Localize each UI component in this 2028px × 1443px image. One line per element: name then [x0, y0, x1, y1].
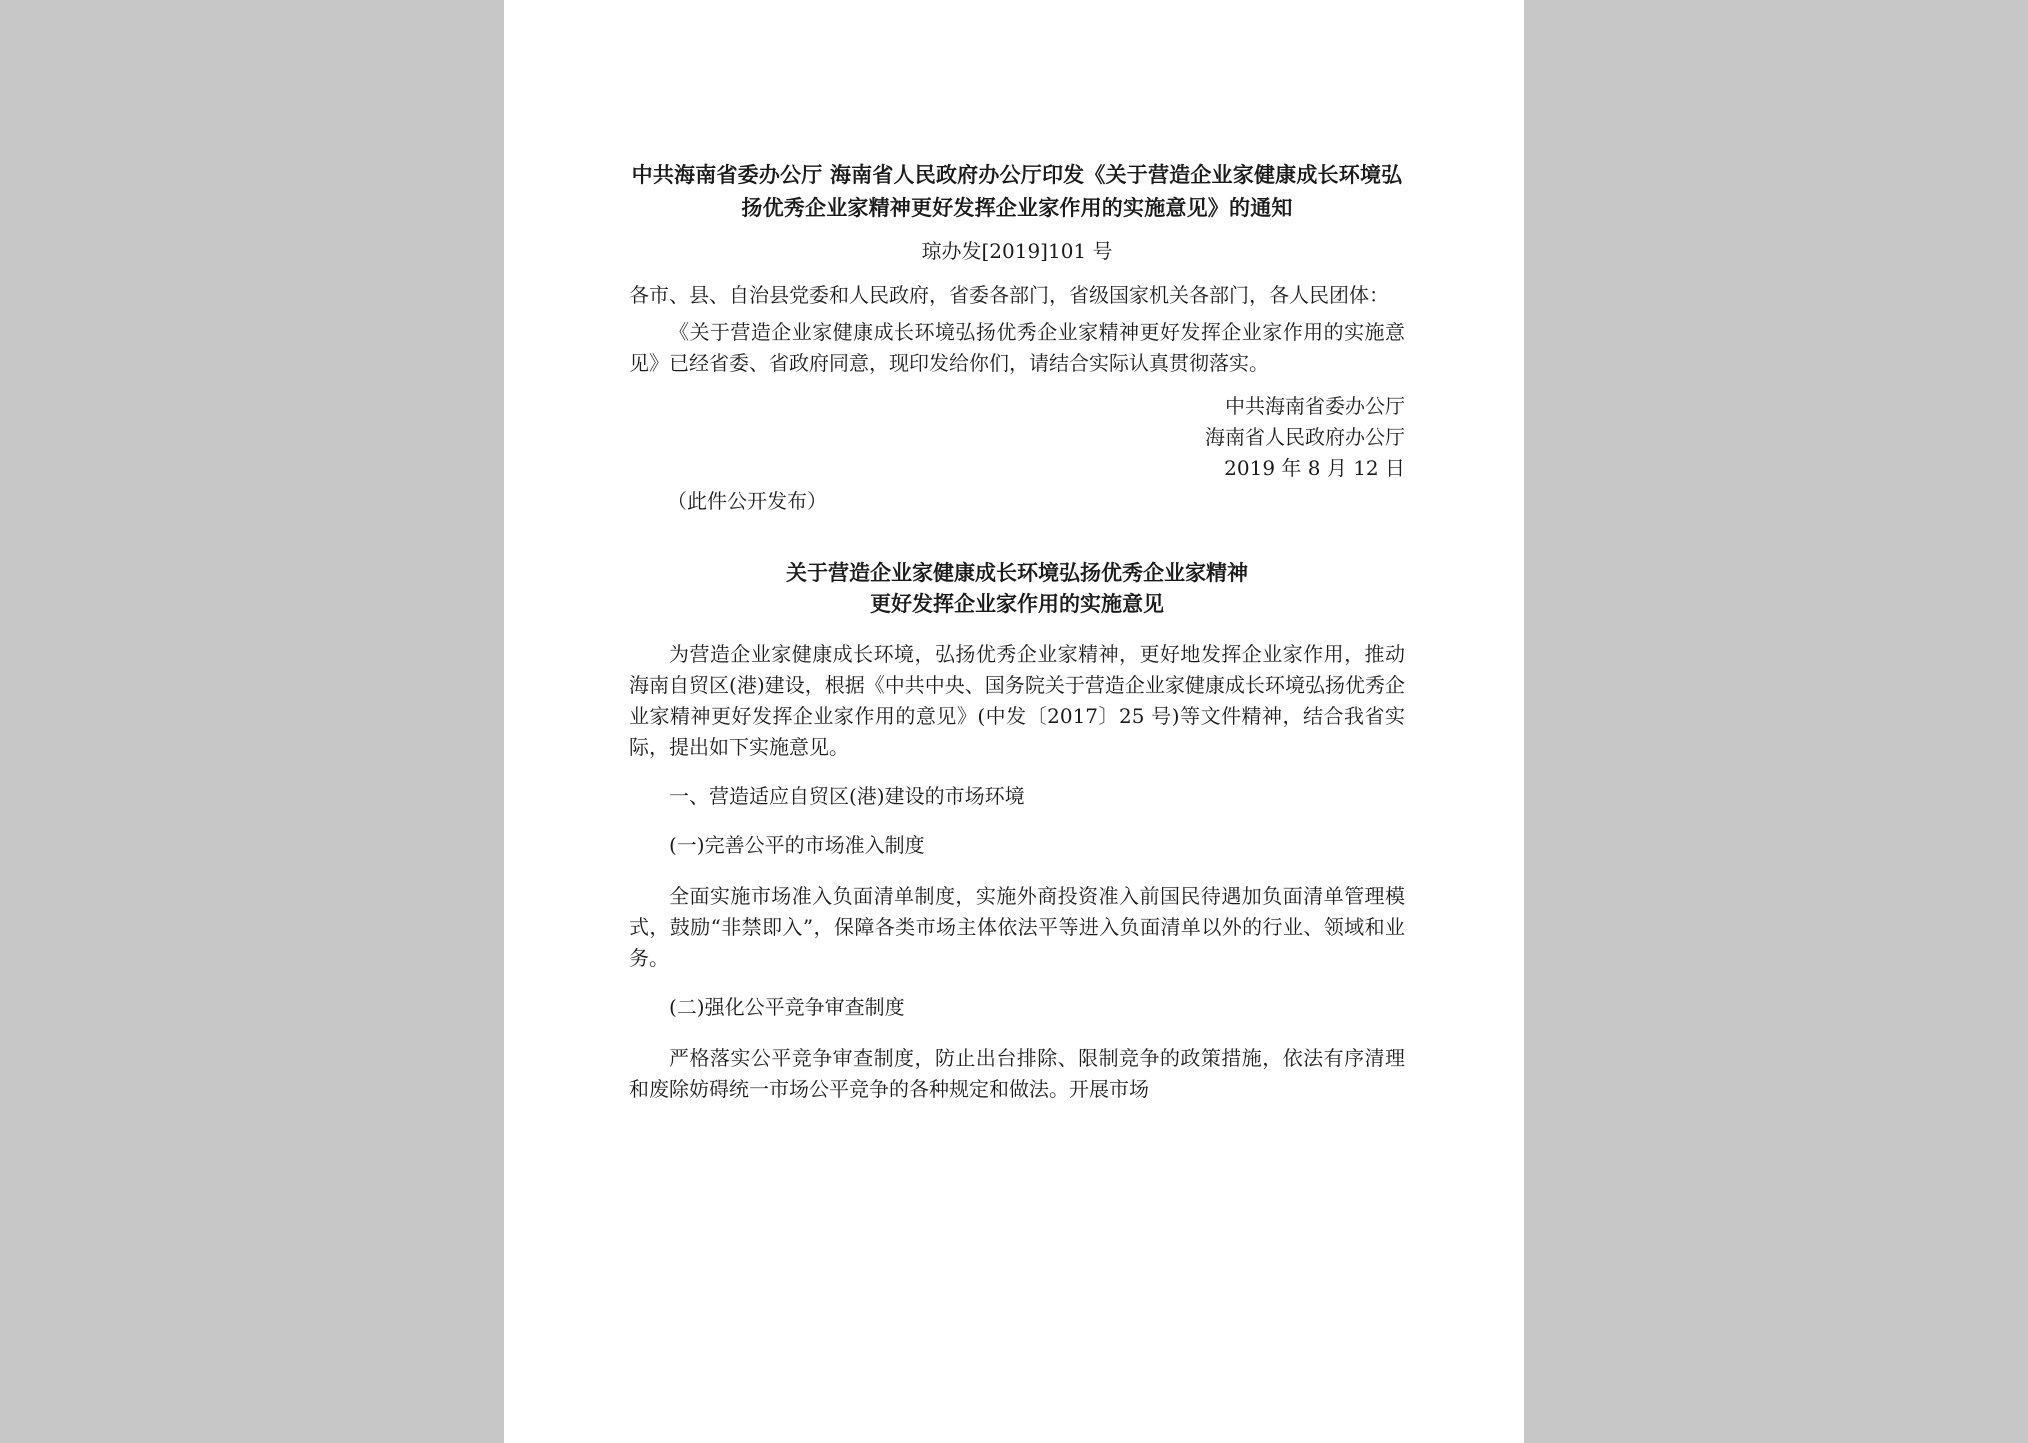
subsection-heading-2: (二)强化公平竞争审查制度 [669, 995, 905, 1019]
notice-title: 中共海南省委办公厅 海南省人民政府办公厅印发《关于营造企业家健康成长环境弘扬优秀企业家精神更好发挥企业家作用的实施意见》的通知 [631, 162, 1403, 220]
signature-block [629, 391, 1405, 484]
section-heading-1: 一、营造适应自贸区(港)建设的市场环境 [669, 784, 1025, 808]
issuer-party-office: 中共海南省委办公厅 [1225, 394, 1405, 418]
intro-paragraph: 为营造企业家健康成长环境，弘扬优秀企业家精神，更好地发挥企业家作用，推动海南自贸区(港)建设，根据《中共中央、国务院关于营造企业家健康成长环境弘扬优秀企业家精神更好发挥企业家作用的意见》(中发〔2017〕25 号)等文件精神，结合我省实际，提出如下实施意见。 [629, 642, 1405, 759]
document-content [629, 158, 1405, 1105]
document-number: 琼办发[2019]101 号 [921, 239, 1113, 263]
addressee-line: 各市、县、自治县党委和人民政府，省委各部门，省级国家机关各部门，各人民团体： [629, 283, 1389, 307]
document-page [504, 0, 1524, 1443]
subsection-2-paragraph: 严格落实公平竞争审查制度，防止出台排除、限制竞争的政策措施，依法有序清理和废除妨碍统一市场公平竞争的各种规定和做法。开展市场 [629, 1046, 1405, 1101]
notice-paragraph: 《关于营造企业家健康成长环境弘扬优秀企业家精神更好发挥企业家作用的实施意见》已经省委、省政府同意，现印发给你们，请结合实际认真贯彻落实。 [629, 320, 1405, 375]
opinion-title [629, 557, 1405, 619]
opinion-title-line1: 关于营造企业家健康成长环境弘扬优秀企业家精神 [786, 560, 1248, 585]
subsection-1-paragraph: 全面实施市场准入负面清单制度，实施外商投资准入前国民待遇加负面清单管理模式，鼓励“非禁即入”，保障各类市场主体依法平等进入负面清单以外的行业、领域和业务。 [629, 884, 1405, 970]
issuer-government-office: 海南省人民政府办公厅 [1205, 425, 1405, 449]
public-release-note: （此件公开发布） [667, 489, 827, 513]
opinion-title-line2: 更好发挥企业家作用的实施意见 [870, 591, 1164, 616]
subsection-heading-1: (一)完善公平的市场准入制度 [669, 833, 925, 857]
issue-date: 2019 年 8 月 12 日 [1224, 456, 1405, 480]
